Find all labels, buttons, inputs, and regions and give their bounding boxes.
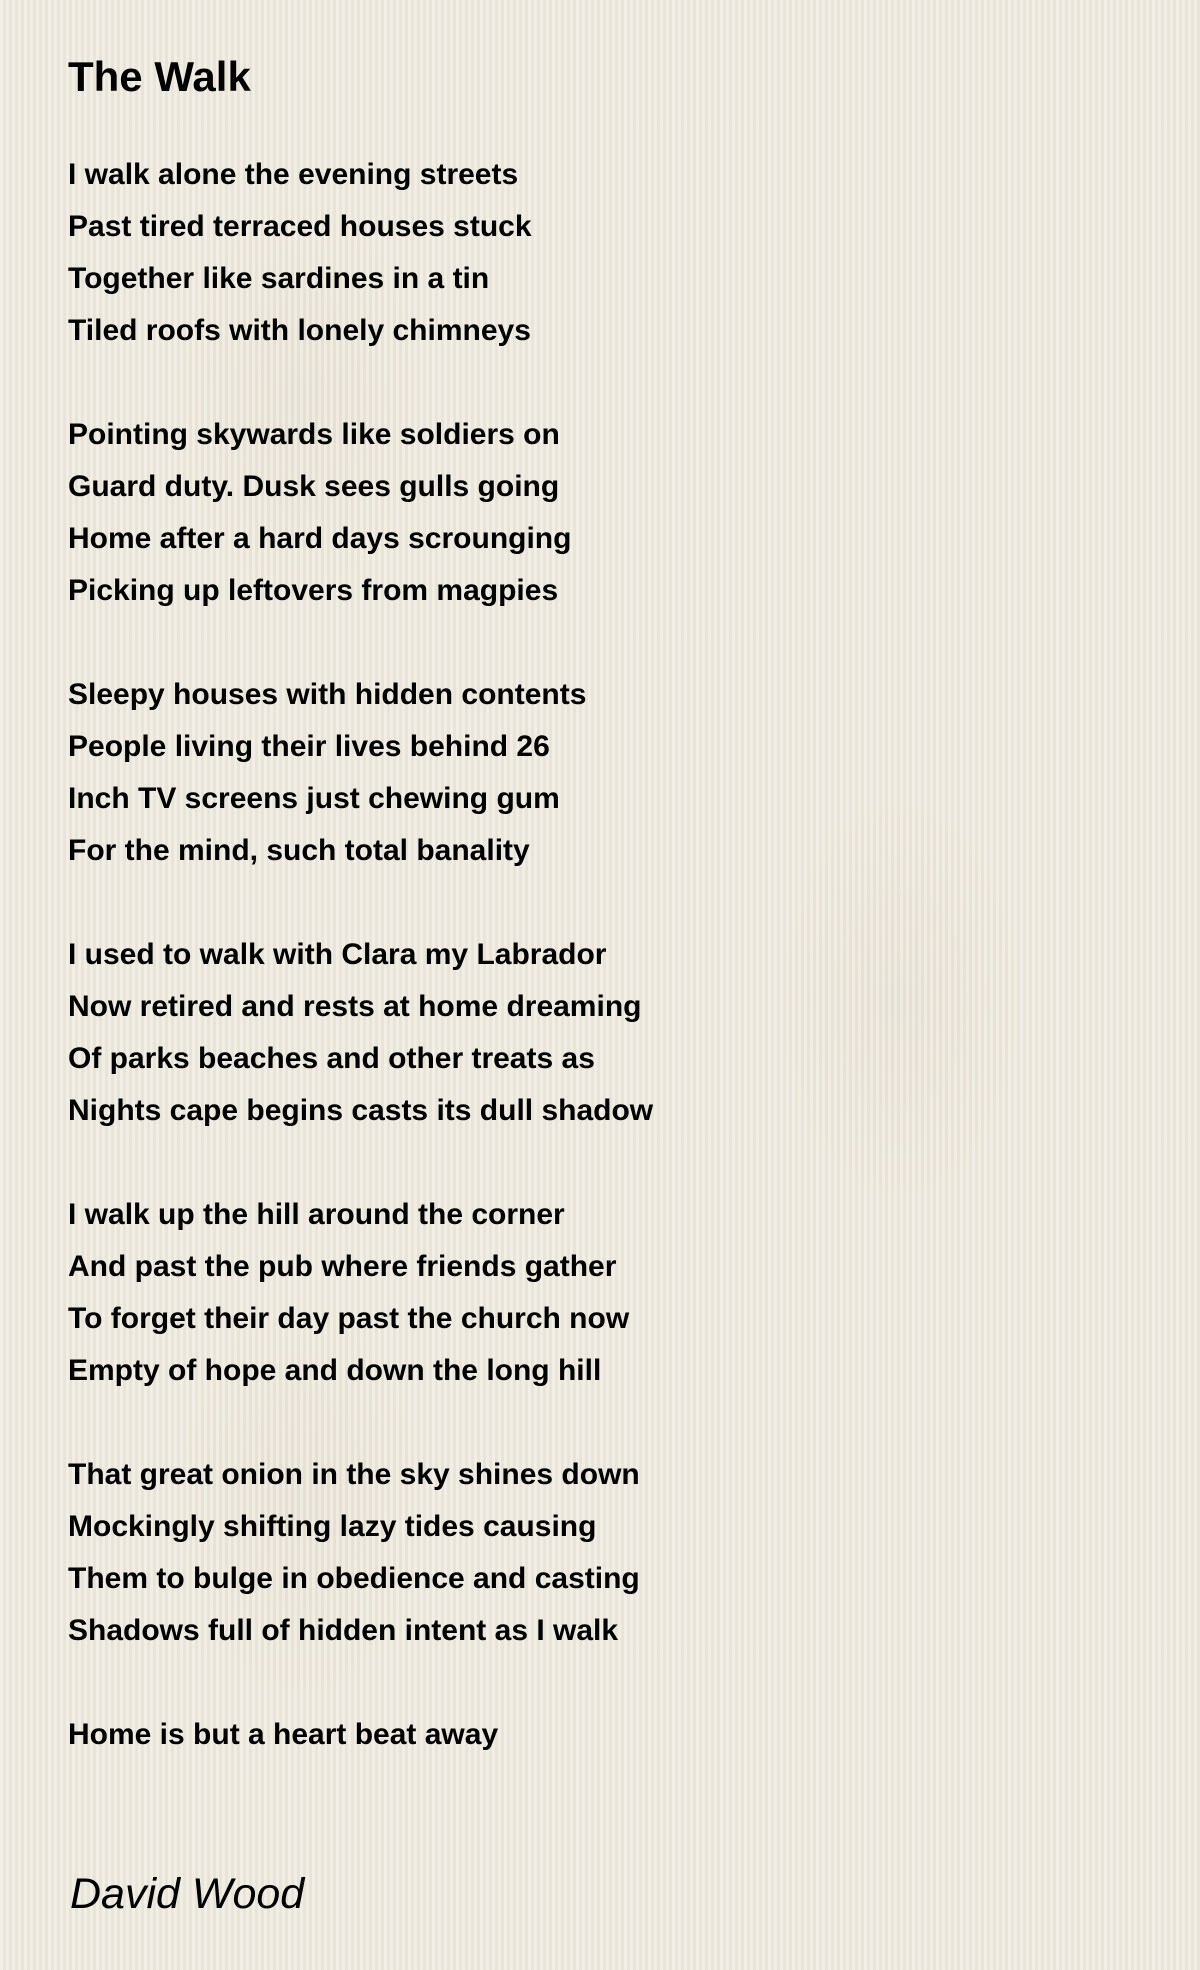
stanza-break: [68, 877, 653, 929]
poem-line: Picking up leftovers from magpies: [68, 574, 559, 607]
poem-line: For the mind, such total banality: [68, 834, 530, 867]
poem-line: Past tired terraced houses stuck: [68, 210, 532, 243]
poem-line: Inch TV screens just chewing gum: [68, 782, 560, 815]
stanza-break: [68, 1657, 653, 1709]
poem-line: I used to walk with Clara my Labrador: [68, 938, 607, 971]
poem-line: I walk alone the evening streets: [68, 158, 519, 191]
poem-line: Mockingly shifting lazy tides causing: [68, 1510, 597, 1543]
poem-line: Guard duty. Dusk sees gulls going: [68, 470, 560, 503]
poem-line: Together like sardines in a tin: [68, 262, 490, 295]
poem-line: Shadows full of hidden intent as I walk: [68, 1614, 619, 1647]
poem-line: Nights cape begins casts its dull shadow: [68, 1094, 654, 1127]
stanza-break: [68, 1397, 653, 1449]
poem-line: I walk up the hill around the corner: [68, 1198, 565, 1231]
stanza-break: [68, 617, 653, 669]
poem-line: Home after a hard days scrounging: [68, 522, 572, 555]
poem-line: To forget their day past the church now: [68, 1302, 630, 1335]
stanza-break: [68, 357, 653, 409]
poem-line: That great onion in the sky shines down: [68, 1458, 640, 1491]
poem-line: And past the pub where friends gather: [68, 1250, 617, 1283]
poem-line: Pointing skywards like soldiers on: [68, 418, 560, 451]
poem-line: Them to bulge in obedience and casting: [68, 1562, 640, 1595]
poem-body: [68, 149, 653, 1761]
poem-line: Of parks beaches and other treats as: [68, 1042, 595, 1075]
poem-line: Home is but a heart beat away: [68, 1718, 499, 1751]
poem-line: Now retired and rests at home dreaming: [68, 990, 642, 1023]
poem-line: Empty of hope and down the long hill: [68, 1354, 602, 1387]
poem-line: People living their lives behind 26: [68, 730, 550, 763]
poem-line: Sleepy houses with hidden contents: [68, 678, 587, 711]
poem-title: The Walk: [68, 53, 251, 100]
poem-line: Tiled roofs with lonely chimneys: [68, 314, 531, 347]
stanza-break: [68, 1137, 653, 1189]
poem-author: David Wood: [70, 1870, 305, 1918]
